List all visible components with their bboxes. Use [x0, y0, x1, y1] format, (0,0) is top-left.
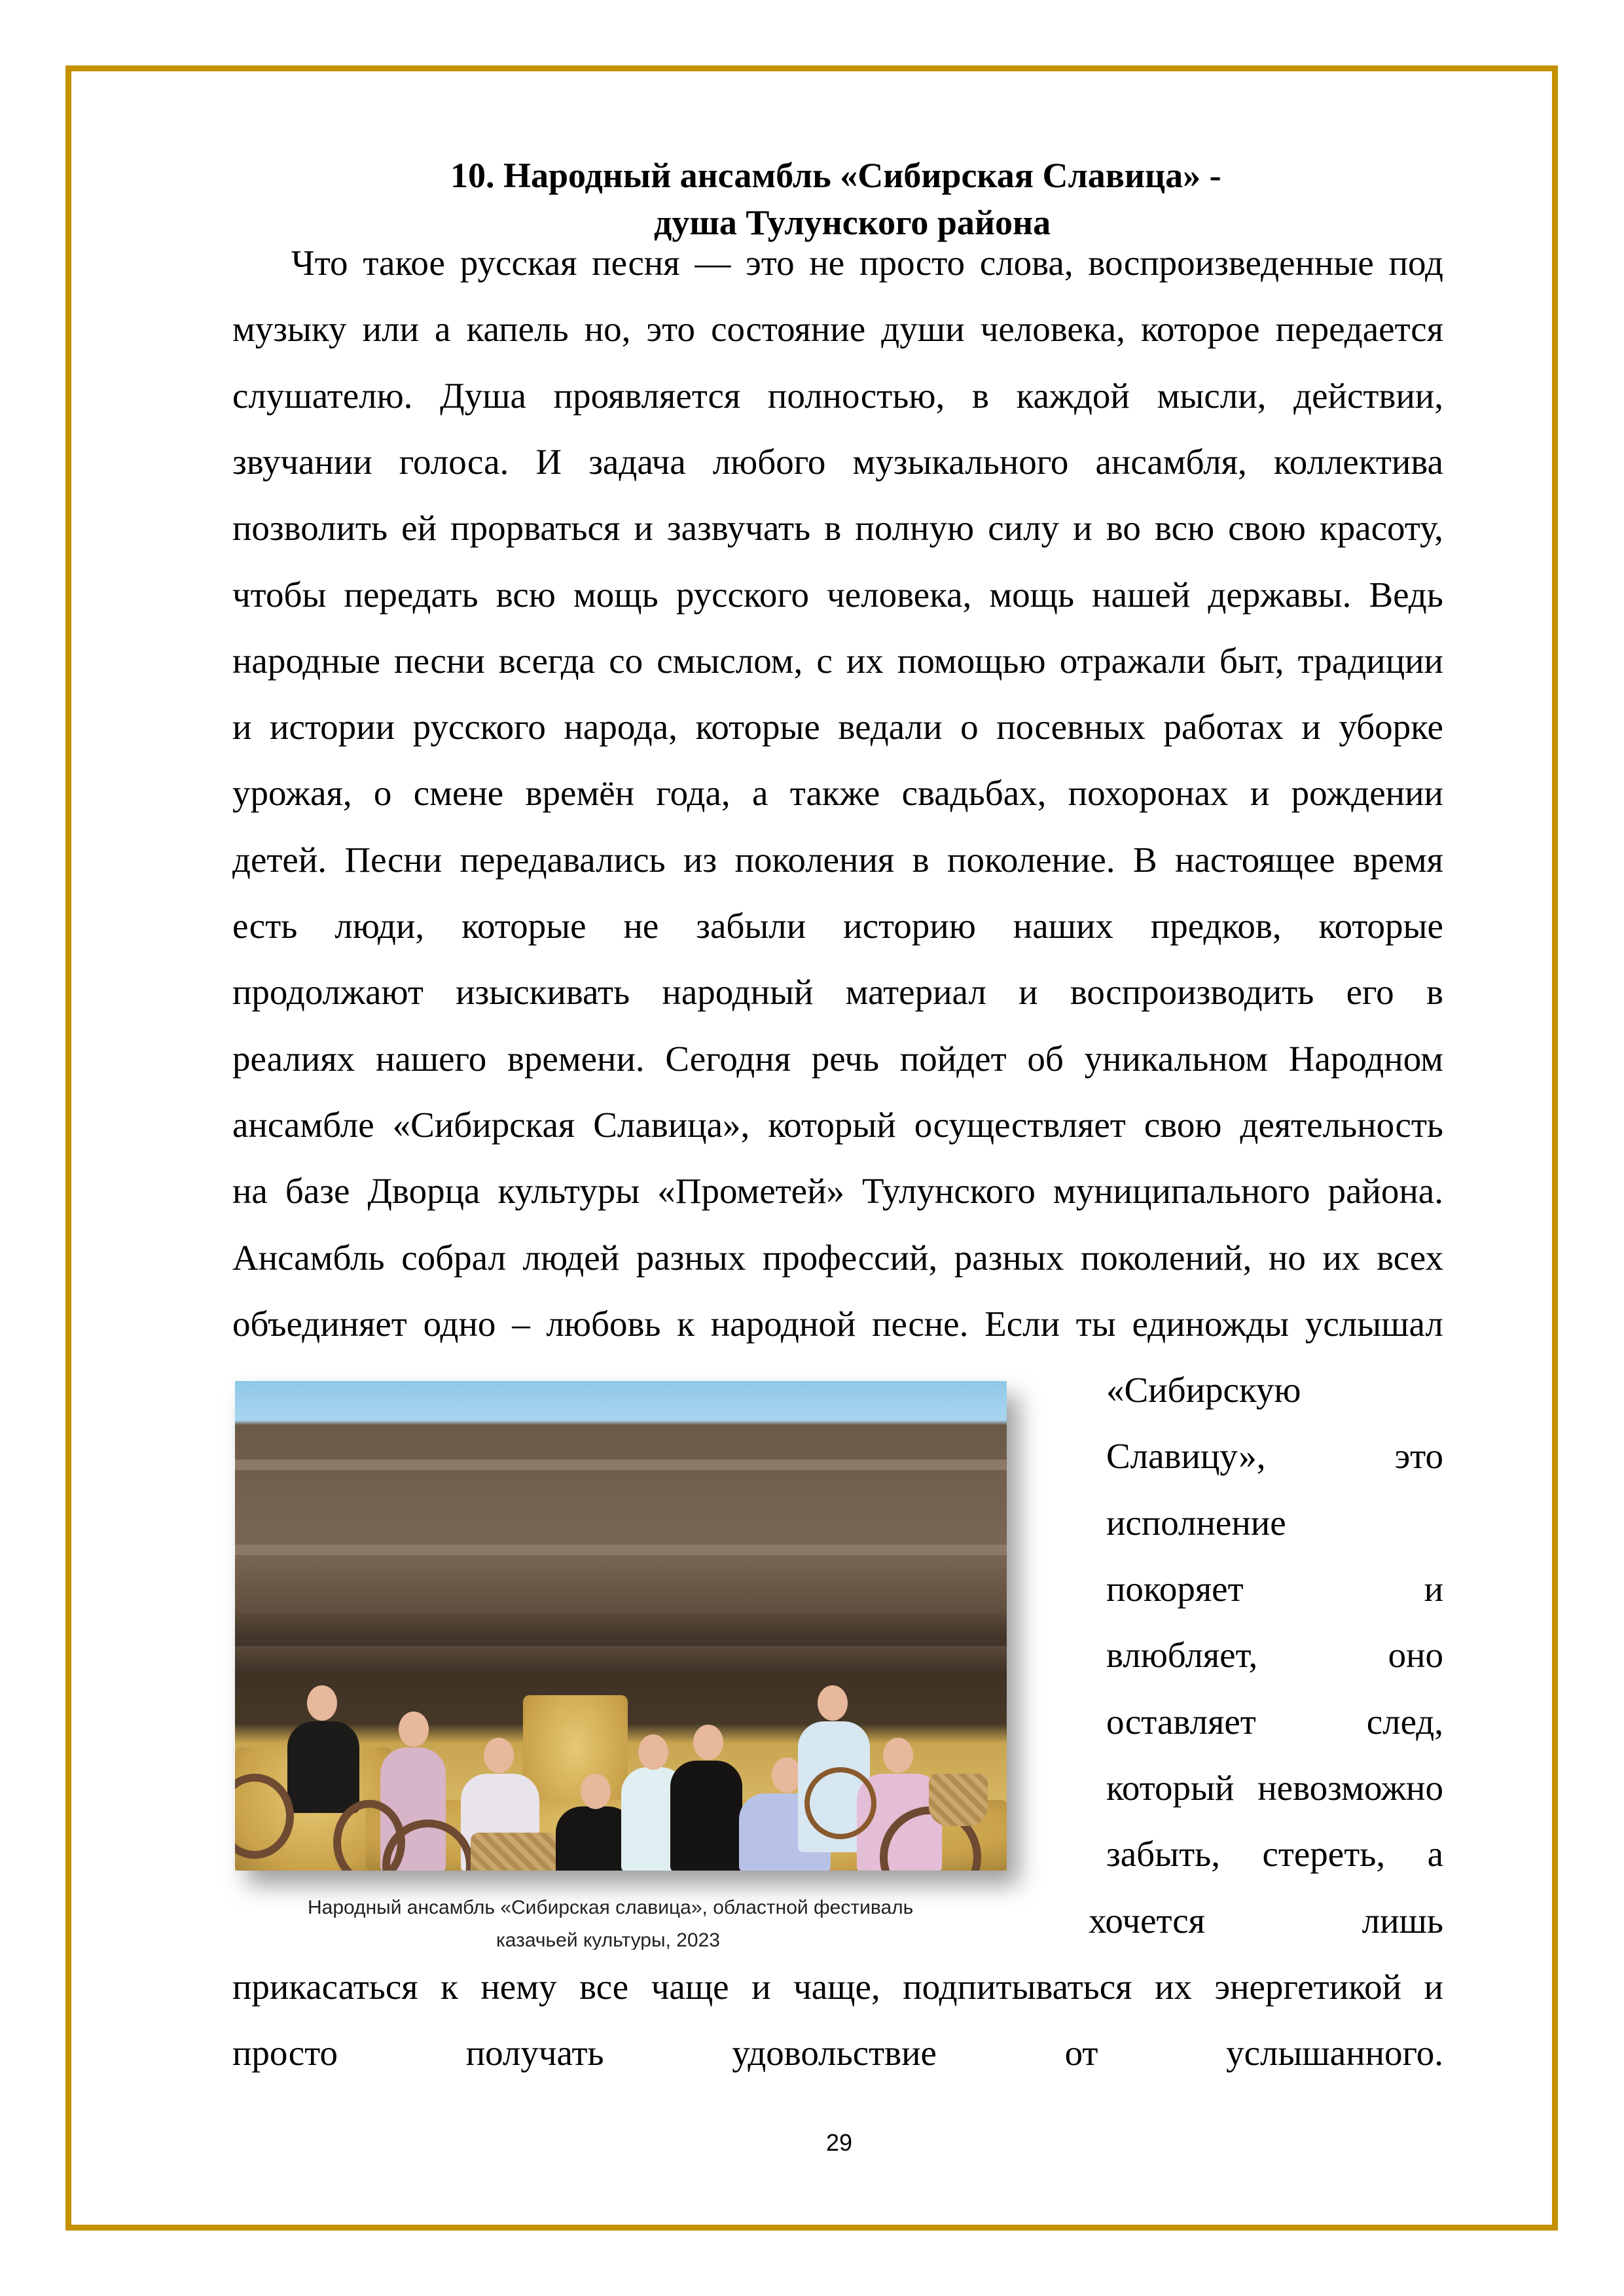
- body-text-line: есть люди, которые не забыли историю наших предков, которые: [232, 906, 1443, 946]
- body-text-line: хочется лишь: [1089, 1900, 1443, 1941]
- body-text-line: Славицу», это: [1106, 1436, 1443, 1477]
- body-text-line: реалиях нашего времени. Сегодня речь пойдет об уникальном Народном: [232, 1038, 1443, 1079]
- photo-caption-line-2: казачьей культуры, 2023: [496, 1929, 720, 1950]
- body-text-line: оставляет след,: [1106, 1701, 1443, 1742]
- body-text-line: объединяет одно – любовь к народной песне. Если ты единожды услышал: [232, 1303, 1443, 1344]
- body-text-line: музыку или а капель но, это состояние души человека, которое передается: [232, 309, 1443, 350]
- body-text-line: влюбляет, оно: [1106, 1635, 1443, 1676]
- body-text-line: и истории русского народа, которые ведали о посевных работах и уборке: [232, 707, 1443, 747]
- body-text-line: который невозможно: [1106, 1767, 1443, 1808]
- body-text-line: слушателю. Душа проявляется полностью, в каждой мысли, действии,: [232, 375, 1443, 416]
- body-text-line: забыть, стереть, а: [1106, 1834, 1443, 1874]
- section-heading-line-2: душа Тулунского района: [654, 203, 1051, 242]
- section-heading-line-1: 10. Народный ансамбль «Сибирская Славица» -: [450, 156, 1221, 195]
- page-number: 29: [826, 2129, 853, 2156]
- body-text-line: исполнение: [1106, 1502, 1286, 1543]
- body-text-line: звучании голоса. И задача любого музыкального ансамбля, коллектива: [232, 441, 1443, 482]
- body-text-line: позволить ей прорваться и зазвучать в полную силу и во всю свою красоту,: [232, 508, 1443, 548]
- body-text-line: покоряет и: [1106, 1569, 1443, 1609]
- body-text-line: ансамбле «Сибирская Славица», который осуществляет свою деятельность: [232, 1104, 1443, 1145]
- ensemble-photo: [235, 1381, 1007, 1871]
- body-text-line: «Сибирскую: [1106, 1370, 1301, 1410]
- body-text-line: Что такое русская песня — это не просто слова, воспроизведенные под: [291, 243, 1443, 283]
- body-text-line: на базе Дворца культуры «Прометей» Тулунского муниципального района.: [232, 1171, 1443, 1211]
- photo-caption-line-1: Народный ансамбль «Сибирская славица», областной фестиваль: [308, 1897, 914, 1918]
- body-text-line: просто получать удовольствие от услышанного.: [232, 2033, 1443, 2073]
- body-text-line: детей. Песни передавались из поколения в поколение. В настоящее время: [232, 839, 1443, 880]
- body-text-line: Ансамбль собрал людей разных профессий, разных поколений, но их всех: [232, 1237, 1443, 1278]
- body-text-line: народные песни всегда со смыслом, с их помощью отражали быт, традиции: [232, 640, 1443, 681]
- body-text-line: продолжают изыскивать народный материал и воспроизводить его в: [232, 972, 1443, 1013]
- body-text-line: чтобы передать всю мощь русского человека, мощь нашей державы. Ведь: [232, 574, 1443, 615]
- body-text-line: урожая, о смене времён года, а также свадьбах, похоронах и рождении: [232, 773, 1443, 814]
- body-text-line: прикасаться к нему все чаще и чаще, подпитываться их энергетикой и: [232, 1966, 1443, 2007]
